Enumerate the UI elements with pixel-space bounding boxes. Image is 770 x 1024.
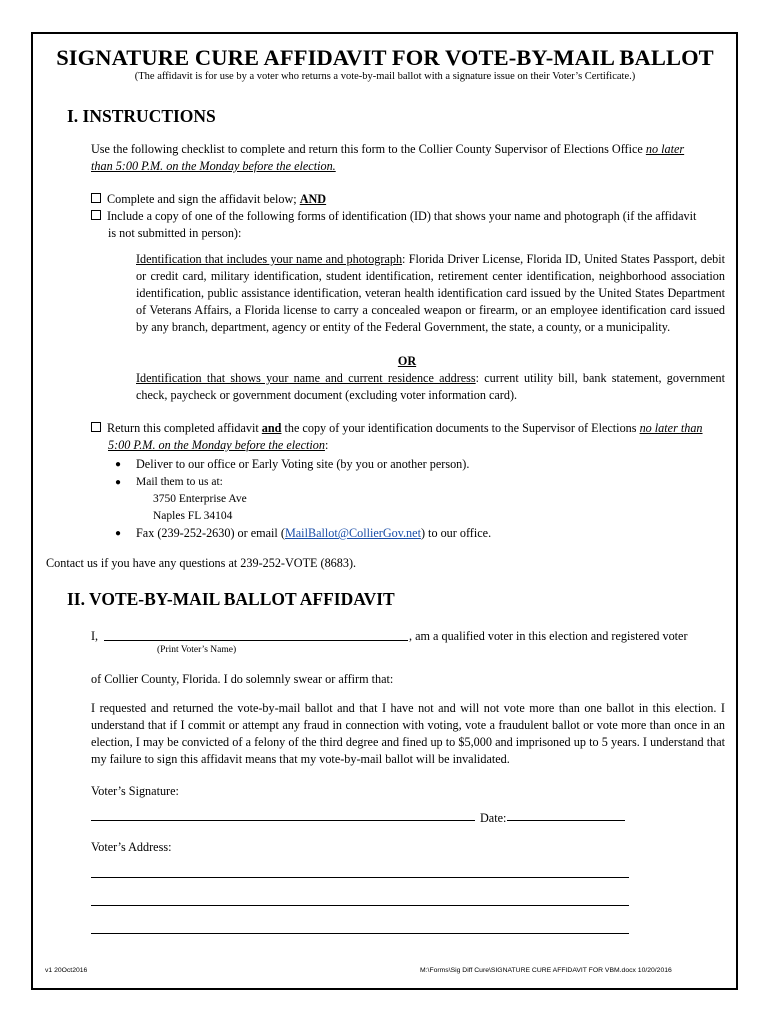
mail-address-line2: Naples FL 34104 [153,510,233,522]
bullet-icon: ● [115,459,122,470]
bullet-fax-email: Fax (239-252-2630) or email (MailBallot@CollierGov.net) to our office. [136,526,492,540]
address-field-line2[interactable] [91,905,629,906]
date-label: Date: [480,811,507,825]
checkbox-sign[interactable] [91,193,101,203]
form-title: SIGNATURE CURE AFFIDAVIT FOR VOTE-BY-MAIL BALLOT [56,45,714,70]
oath-paragraph: I requested and returned the vote-by-mail ballot and that I have not and will not vote more than one ballot in this election. I understand that if I commit or attempt any fraud in connection with voting, vote a fraudulent ballot or vote more than once in an election, I may be convicted of a felony of the third degree and fined up to $5,000 and imprisoned up to 5 years. I understand that my failure to sign this affidavit means that my vote-by-mail ballot will be invalidated. [91,701,725,766]
email-link[interactable]: MailBallot@CollierGov.net [284,526,421,540]
bullet-icon: ● [115,528,122,539]
voter-name-prefix: I, [91,629,99,643]
signature-field[interactable] [91,820,475,821]
contact-line: Contact us if you have any questions at 239-252-VOTE (8683). [46,556,357,570]
return-deadline: 5:00 P.M. on the Monday before the election: [108,438,329,452]
date-field[interactable] [507,820,625,821]
id-photo-paragraph: Identification that includes your name and photograph: Florida Driver License, Florida ID, United States Passport, debit or credit card, military identification, student identification, retirement center identification, neighborhood association identification, public assistance identification, veteran health identification card issued by the United States Department of Veterans Affairs, a Florida license to carry a concealed weapon or firearm, or an employee identification card issued by any branch, department, agency or entity of the Federal Government, the state, a county, or a municipality. [136,252,725,334]
form-subtitle: (The affidavit is for use by a voter who returns a vote-by-mail ballot with a signature issue on their Voter’s Certificate.) [134,71,636,82]
checkbox-return[interactable] [91,422,101,432]
address-label: Voter’s Address: [91,840,172,854]
address-field-line1[interactable] [91,877,629,878]
bullet-icon: ● [115,477,122,488]
address-field-line3[interactable] [91,933,629,934]
mail-address-line1: 3750 Enterprise Ave [153,493,247,505]
print-name-label: (Print Voter’s Name) [157,645,237,655]
footer-version: v1 20Oct2016 [45,967,88,974]
voter-name-suffix: , am a qualified voter in this election and registered voter [409,629,688,643]
county-line: of Collier County, Florida. I do solemnly swear or affirm that: [91,672,394,686]
instructions-deadline: than 5:00 P.M. on the Monday before the election. [91,159,336,173]
bullet-mail: Mail them to us at: [136,476,223,488]
voter-name-field[interactable] [104,640,408,641]
bullet-deliver: Deliver to our office or Early Voting site (by you or another person). [136,457,470,471]
checklist-item-return: Return this completed affidavit and the copy of your identification documents to the Supervisor of Elections no later than [91,420,725,437]
signature-label: Voter’s Signature: [91,784,179,798]
or-separator: OR [397,354,417,368]
checklist-item-id-cont: is not submitted in person): [108,226,242,240]
checklist-item-id: Include a copy of one of the following forms of identification (ID) that shows your name and photograph (if the affidavit [91,208,696,225]
checkbox-id[interactable] [91,210,101,220]
checklist-item-sign: Complete and sign the affidavit below; AND [91,191,326,208]
instructions-intro: Use the following checklist to complete and return this form to the Collier County Supervisor of Elections Office no later [91,142,685,156]
footer-path: M:\Forms\Sig Diff Cure\SIGNATURE CURE AFFIDAVIT FOR VBM.docx 10/20/2016 [420,967,672,974]
instructions-heading: I. INSTRUCTIONS [67,106,216,126]
id-address-paragraph: Identification that shows your name and current residence address: current utility bill, bank statement, government check, paycheck or government document (excluding voter information card). [136,371,726,402]
affidavit-heading: II. VOTE-BY-MAIL BALLOT AFFIDAVIT [67,589,395,609]
